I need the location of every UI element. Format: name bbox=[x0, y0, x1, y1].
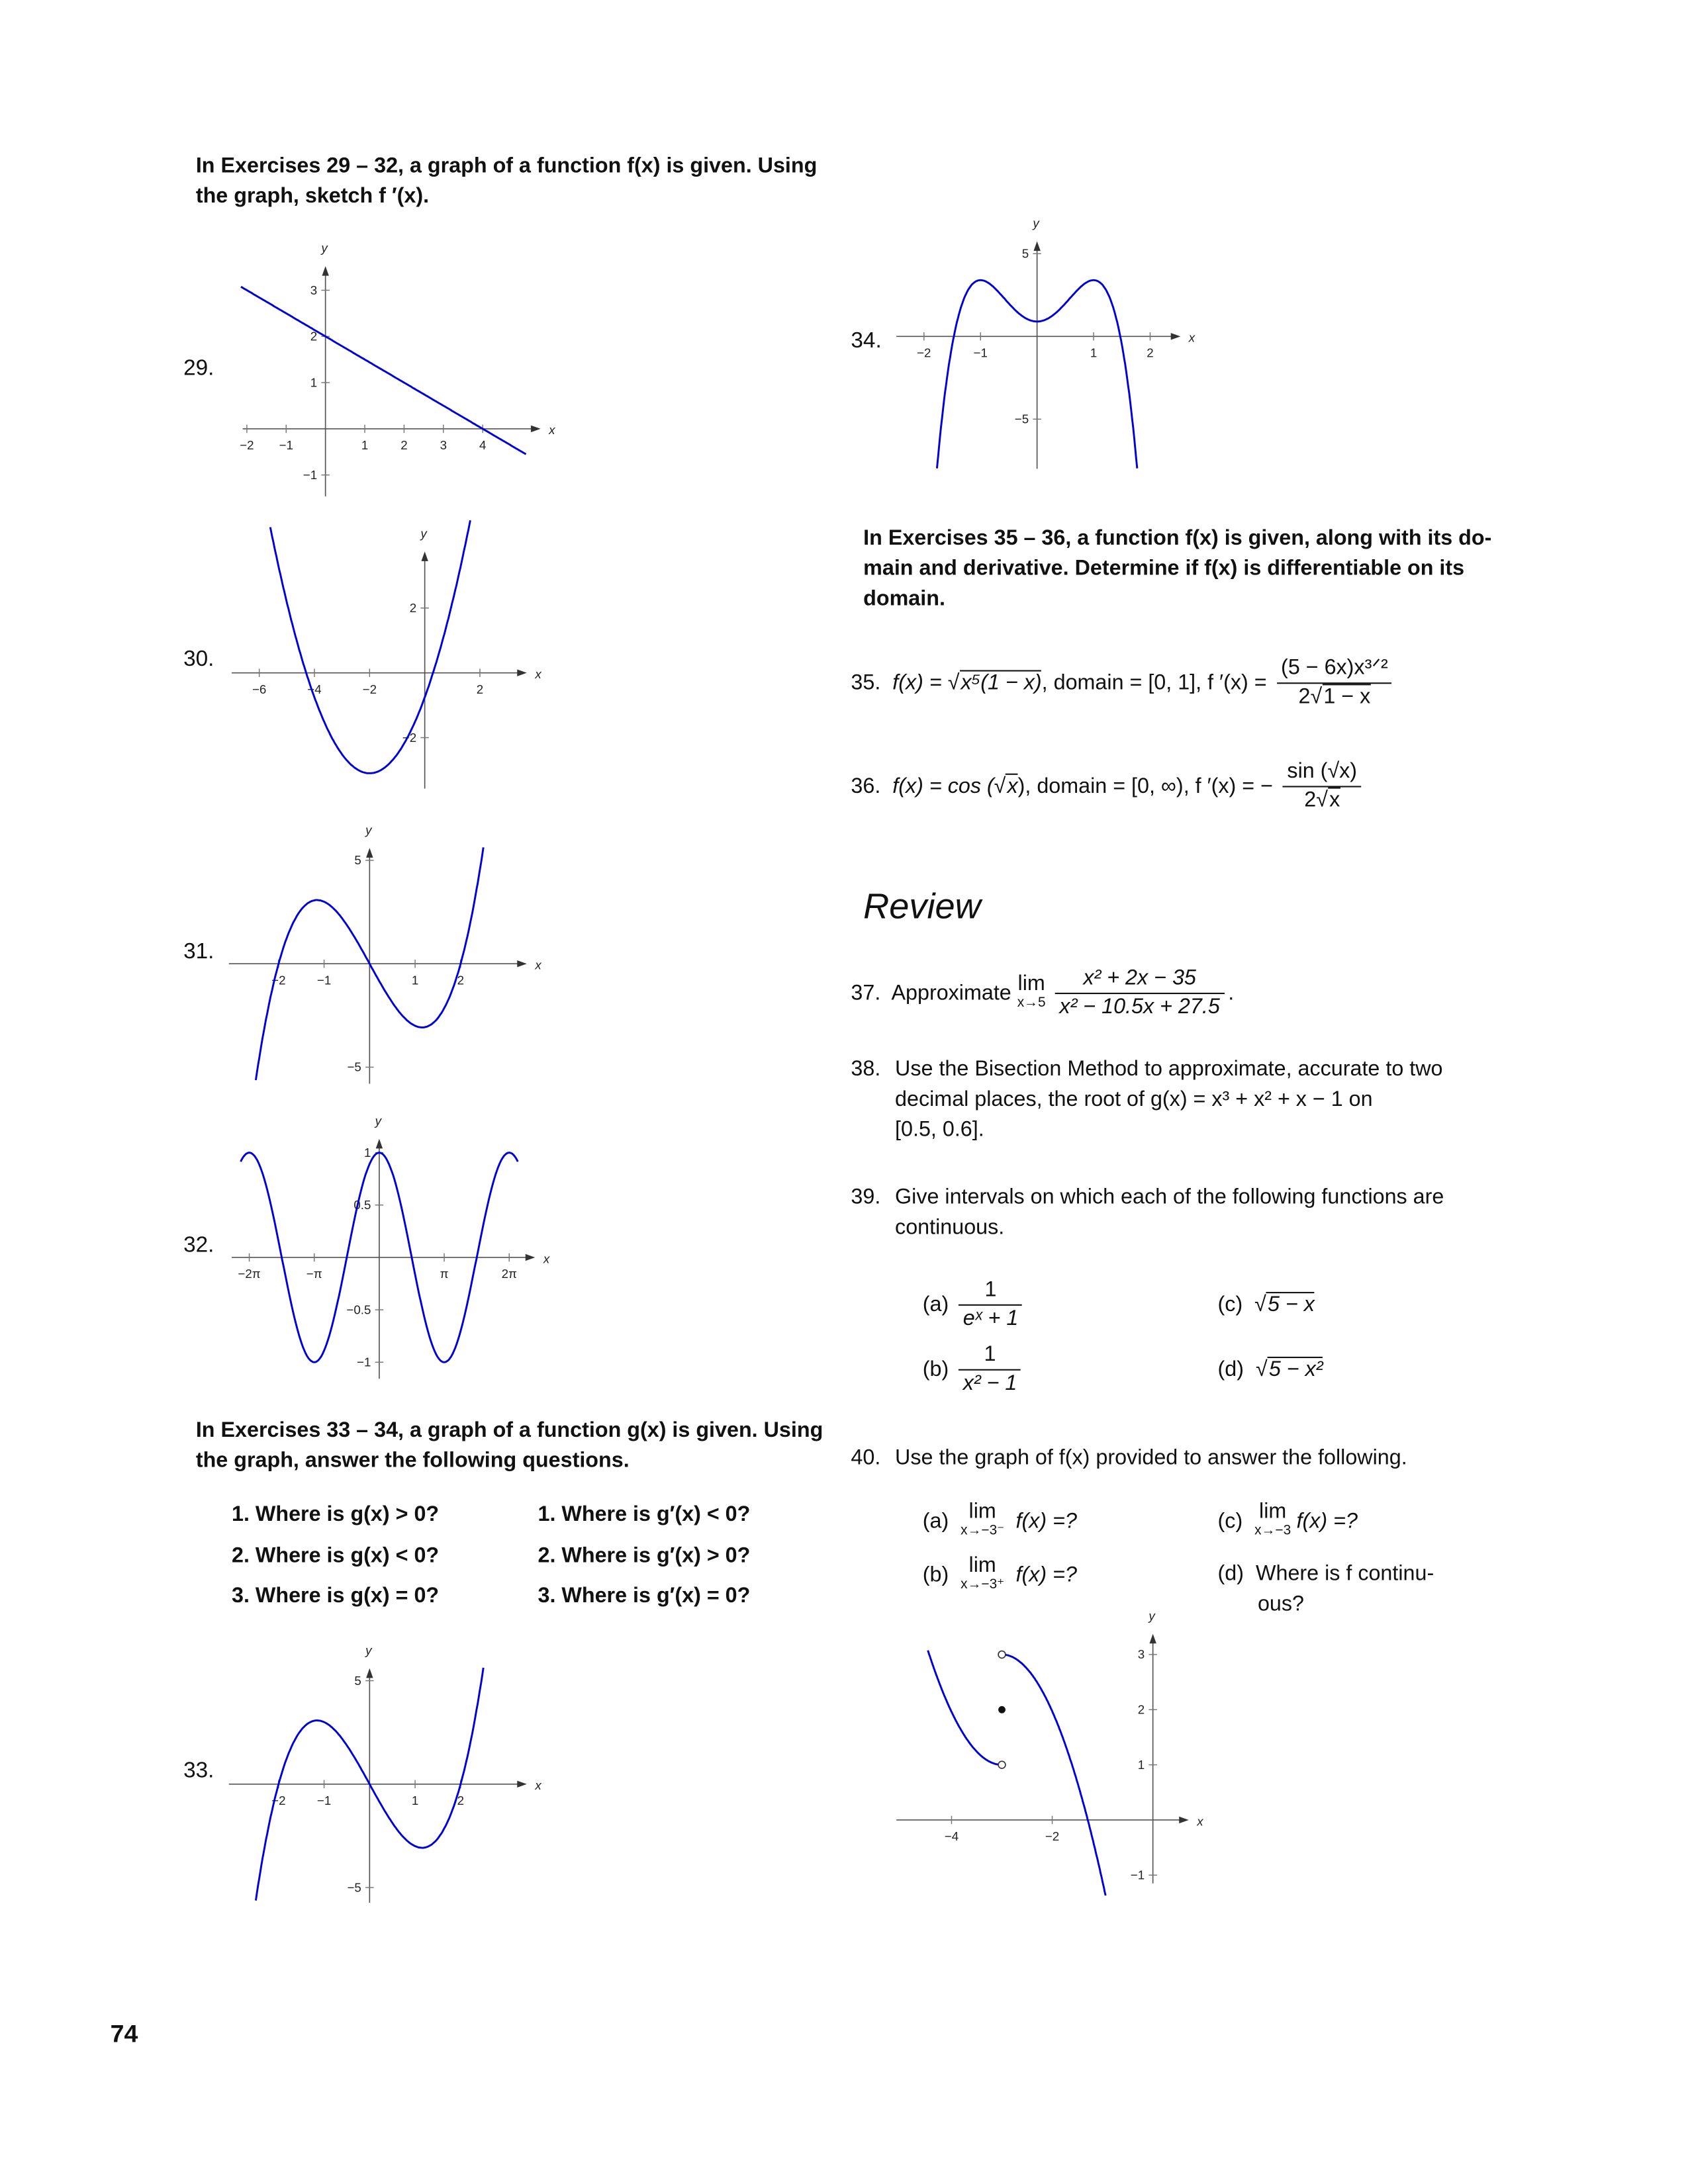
x-tick-label: −1 bbox=[279, 438, 293, 453]
ex40a-label: (a) bbox=[922, 1510, 949, 1533]
y-tick-label: 2 bbox=[1137, 1702, 1145, 1717]
y-tick-label: 3 bbox=[1137, 1647, 1145, 1662]
x-tick-label: 2 bbox=[1147, 345, 1154, 360]
exercise-33-number: 33. bbox=[183, 1759, 214, 1783]
y-tick-label: −1 bbox=[303, 467, 318, 482]
exercise-29-number: 29. bbox=[183, 357, 214, 381]
x-axis-label: x bbox=[535, 666, 541, 681]
ex35-lhs: f(x) = √ bbox=[892, 671, 960, 695]
closed-point bbox=[998, 1706, 1006, 1713]
y-tick-label: −1 bbox=[357, 1355, 371, 1369]
x-axis-arrow-icon bbox=[517, 960, 527, 967]
ex39-line2: continuous. bbox=[895, 1216, 1005, 1240]
ex40a-rest: f(x) =? bbox=[1015, 1510, 1077, 1533]
open-point bbox=[998, 1761, 1006, 1768]
g40-graph bbox=[896, 1609, 1203, 1895]
x-axis-label: x bbox=[549, 423, 555, 437]
ex40d-line2: ous? bbox=[1257, 1592, 1305, 1616]
ex36-number: 36. bbox=[851, 774, 881, 799]
g34-graph bbox=[896, 216, 1196, 469]
ex35-domain-derivative: , domain = [0, 1], f ′(x) = bbox=[1041, 671, 1267, 695]
x-tick-label: 1 bbox=[1090, 345, 1098, 360]
y-tick-label: 2 bbox=[409, 600, 417, 615]
y-axis-arrow-icon bbox=[376, 1139, 383, 1149]
intro-29-32-line2: the graph, sketch f ′(x). bbox=[195, 185, 430, 208]
y-axis-arrow-icon bbox=[1149, 1634, 1156, 1644]
g32-graph bbox=[232, 1114, 550, 1379]
x-axis-label: x bbox=[543, 1251, 550, 1266]
ex35-den-radicand: 1 − x bbox=[1322, 684, 1370, 709]
g33-graph bbox=[229, 1643, 541, 1903]
ex38-line2: decimal places, the root of g(x) = x³ + x² + x − 1 on bbox=[895, 1087, 1373, 1112]
ex37-period: . bbox=[1228, 981, 1235, 1005]
ex37-lim: lim bbox=[1017, 972, 1045, 995]
ex35-radicand: x⁵(1 − x) bbox=[959, 670, 1041, 694]
y-tick-label: 5 bbox=[1021, 246, 1029, 261]
x-axis-label: x bbox=[1188, 330, 1196, 345]
question-gprime-zero: 3. Where is g′(x) = 0? bbox=[538, 1584, 751, 1608]
ex38-number: 38. bbox=[851, 1057, 881, 1081]
question-g-zero: 3. Where is g(x) = 0? bbox=[231, 1584, 440, 1608]
x-tick-label: −2 bbox=[1045, 1829, 1060, 1844]
y-axis-arrow-icon bbox=[421, 551, 428, 561]
ex39c-radicand: 5 − x bbox=[1266, 1292, 1315, 1316]
x-tick-label: −4 bbox=[944, 1829, 959, 1844]
y-axis-arrow-icon bbox=[1033, 242, 1040, 251]
y-tick-label: 0.5 bbox=[353, 1198, 371, 1212]
x-tick-label: 4 bbox=[479, 438, 487, 453]
ex37-numerator: x² + 2x − 35 bbox=[1083, 967, 1196, 991]
review-heading: Review bbox=[863, 885, 981, 927]
exercise-31-number: 31. bbox=[183, 940, 214, 964]
y-tick-label: −2 bbox=[402, 730, 417, 745]
x-tick-label: 1 bbox=[411, 1794, 419, 1808]
function-curve bbox=[928, 1651, 1002, 1765]
x-axis-label: x bbox=[535, 958, 541, 972]
ex35-number: 35. bbox=[851, 671, 881, 695]
ex39b-denominator: x² − 1 bbox=[959, 1370, 1021, 1399]
y-axis-label: y bbox=[1033, 216, 1039, 230]
ex37-number: 37. bbox=[851, 981, 881, 1005]
y-tick-label: −5 bbox=[347, 1060, 361, 1074]
intro-33-34-line2: the graph, answer the following questions. bbox=[195, 1449, 630, 1473]
x-axis-arrow-icon bbox=[531, 426, 541, 432]
ex40a-sub: x→−3⁻ bbox=[961, 1524, 1005, 1539]
x-axis-label: x bbox=[535, 1778, 541, 1793]
ex40b-sub: x→−3⁺ bbox=[961, 1577, 1005, 1593]
x-tick-label: π bbox=[440, 1267, 449, 1281]
function-curve bbox=[270, 520, 470, 773]
x-tick-label: 2 bbox=[400, 438, 408, 453]
x-tick-label: −4 bbox=[307, 682, 322, 696]
x-tick-label: −1 bbox=[316, 1794, 332, 1808]
y-tick-label: −0.5 bbox=[346, 1302, 371, 1317]
ex40b-lim: lim bbox=[968, 1553, 996, 1578]
y-axis-label: y bbox=[365, 823, 372, 837]
question-g-positive: 1. Where is g(x) > 0? bbox=[231, 1502, 440, 1527]
ex38-line1: Use the Bisection Method to approximate, accurate to two bbox=[895, 1057, 1443, 1081]
x-tick-label: −2π bbox=[238, 1267, 261, 1281]
ex39d-sqrt: √ bbox=[1256, 1358, 1268, 1382]
question-gprime-positive: 2. Where is g′(x) > 0? bbox=[538, 1544, 751, 1568]
ex40c-sub: x→−3 bbox=[1254, 1524, 1291, 1539]
ex38-line3: [0.5, 0.6]. bbox=[895, 1118, 984, 1142]
ex36-numerator: sin (√x) bbox=[1287, 760, 1358, 784]
ex39b-label: (b) bbox=[922, 1358, 949, 1382]
g30-graph bbox=[232, 520, 541, 788]
ex36-domain-derivative: ), domain = [0, ∞), f ′(x) = − bbox=[1017, 774, 1273, 799]
x-tick-label: 1 bbox=[411, 973, 419, 987]
ex37-lim-sub: x→5 bbox=[1017, 995, 1046, 1011]
ex39-line1: Give intervals on which each of the following functions are bbox=[895, 1185, 1444, 1210]
x-tick-label: 2π bbox=[501, 1267, 517, 1281]
ex39a-denominator: eˣ + 1 bbox=[959, 1305, 1022, 1334]
ex35-numerator: (5 − 6x)x³ᐟ² bbox=[1281, 657, 1388, 680]
y-axis-label: y bbox=[365, 1643, 372, 1657]
intro-35-36-line1: In Exercises 35 – 36, a function f(x) is given, along with its do- bbox=[863, 526, 1492, 551]
y-tick-label: 5 bbox=[354, 1673, 361, 1688]
x-axis-arrow-icon bbox=[526, 1254, 536, 1261]
y-tick-label: 2 bbox=[310, 329, 318, 343]
ex39d-label: (d) bbox=[1217, 1358, 1244, 1382]
ex39c-sqrt: √ bbox=[1254, 1293, 1266, 1317]
x-tick-label: 2 bbox=[457, 973, 465, 987]
x-tick-label: −1 bbox=[973, 345, 988, 360]
exercise-30-number: 30. bbox=[183, 648, 214, 672]
x-tick-label: −2 bbox=[362, 682, 377, 696]
x-tick-label: 2 bbox=[476, 682, 484, 696]
y-tick-label: 1 bbox=[363, 1145, 371, 1160]
x-axis-arrow-icon bbox=[517, 669, 527, 676]
question-gprime-negative: 1. Where is g′(x) < 0? bbox=[538, 1502, 751, 1527]
ex36-lhs: f(x) = cos (√ bbox=[892, 774, 1006, 799]
y-tick-label: −5 bbox=[1014, 412, 1029, 426]
y-axis-label: y bbox=[1149, 1608, 1155, 1623]
y-axis-label: y bbox=[375, 1113, 382, 1128]
g31-graph bbox=[229, 823, 541, 1083]
ex40d-label: (d) bbox=[1217, 1562, 1244, 1586]
ex35-den-pre: 2√ bbox=[1298, 686, 1323, 709]
x-tick-label: −π bbox=[306, 1267, 322, 1281]
x-tick-label: 2 bbox=[457, 1794, 465, 1808]
ex40c-rest: f(x) =? bbox=[1296, 1510, 1358, 1533]
ex40-number: 40. bbox=[851, 1446, 881, 1470]
ex39d-radicand: 5 − x² bbox=[1268, 1357, 1323, 1381]
x-axis-arrow-icon bbox=[1171, 333, 1181, 340]
ex39-number: 39. bbox=[851, 1185, 881, 1210]
ex40c-label: (c) bbox=[1217, 1510, 1243, 1533]
ex36-den-radicand: x bbox=[1328, 788, 1340, 812]
x-tick-label: −6 bbox=[252, 682, 267, 696]
intro-29-32-line1: In Exercises 29 – 32, a graph of a function f(x) is given. Using bbox=[195, 154, 818, 178]
intro-33-34-line1: In Exercises 33 – 34, a graph of a function g(x) is given. Using bbox=[195, 1418, 823, 1443]
exercise-32-number: 32. bbox=[183, 1234, 214, 1257]
ex39b-numerator: 1 bbox=[984, 1343, 996, 1367]
ex39a-numerator: 1 bbox=[984, 1279, 997, 1302]
exercise-34-number: 34. bbox=[851, 329, 882, 353]
ex40b-rest: f(x) =? bbox=[1015, 1563, 1077, 1588]
ex39c-label: (c) bbox=[1217, 1293, 1243, 1317]
ex37-denominator: x² − 10.5x + 27.5 bbox=[1055, 993, 1224, 1023]
ex40b-label: (b) bbox=[922, 1563, 949, 1588]
y-axis-arrow-icon bbox=[366, 1668, 373, 1678]
question-g-negative: 2. Where is g(x) < 0? bbox=[231, 1544, 440, 1568]
y-axis-label: y bbox=[321, 241, 328, 255]
y-axis-arrow-icon bbox=[366, 848, 373, 858]
x-axis-label: x bbox=[1197, 1814, 1203, 1829]
y-tick-label: −1 bbox=[1130, 1868, 1145, 1882]
ex36-den-pre: 2√ bbox=[1304, 789, 1328, 813]
intro-35-36-line3: domain. bbox=[863, 587, 945, 611]
function-curve bbox=[1002, 1655, 1106, 1895]
x-tick-label: 3 bbox=[440, 438, 447, 453]
g29-graph bbox=[240, 241, 555, 496]
x-tick-label: −2 bbox=[240, 438, 254, 453]
y-tick-label: 5 bbox=[354, 853, 361, 868]
y-axis-label: y bbox=[420, 526, 427, 541]
ex40c-lim: lim bbox=[1259, 1500, 1287, 1524]
x-tick-label: 1 bbox=[361, 438, 369, 453]
x-tick-label: −2 bbox=[271, 973, 286, 987]
intro-35-36-line2: main and derivative. Determine if f(x) is differentiable on its bbox=[863, 557, 1465, 581]
y-tick-label: −5 bbox=[347, 1880, 361, 1895]
open-point bbox=[998, 1651, 1006, 1659]
x-tick-label: −2 bbox=[271, 1794, 286, 1808]
x-tick-label: −2 bbox=[917, 345, 931, 360]
y-tick-label: 1 bbox=[1137, 1757, 1145, 1772]
page-number: 74 bbox=[110, 2020, 138, 2048]
x-axis-arrow-icon bbox=[517, 1781, 527, 1788]
x-tick-label: −1 bbox=[316, 973, 332, 987]
ex36-radicand: x bbox=[1006, 774, 1017, 798]
ex40d-line1: Where is f continu- bbox=[1256, 1562, 1434, 1586]
ex40-text: Use the graph of f(x) provided to answer the following. bbox=[895, 1446, 1407, 1470]
ex39a-label: (a) bbox=[922, 1293, 949, 1317]
y-axis-arrow-icon bbox=[322, 266, 328, 276]
y-tick-label: 3 bbox=[310, 283, 318, 297]
y-tick-label: 1 bbox=[310, 375, 318, 390]
ex37-text: Approximate bbox=[891, 981, 1011, 1005]
x-axis-arrow-icon bbox=[1179, 1817, 1189, 1823]
ex40a-lim: lim bbox=[968, 1500, 996, 1524]
